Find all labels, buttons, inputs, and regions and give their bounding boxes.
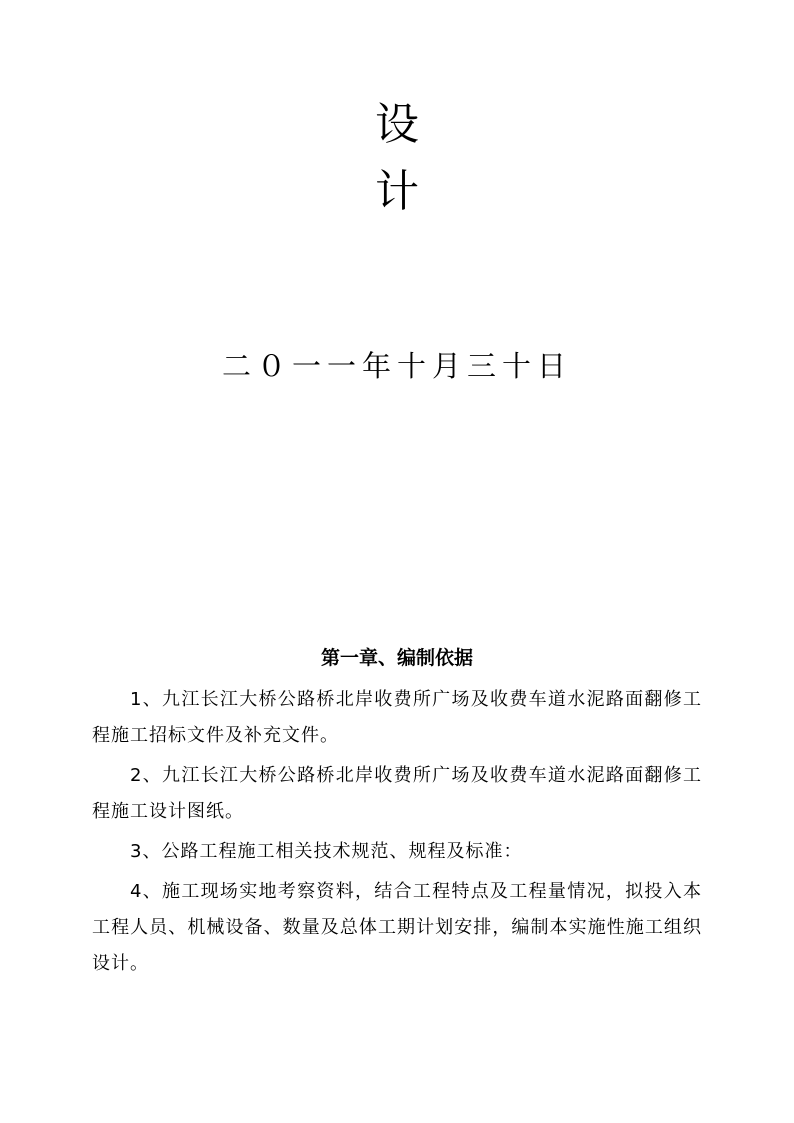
chapter-body [92,682,702,986]
paragraph-basis-4: 4、施工现场实地考察资料，结合工程特点及工程量情况，拟投入本工程人员、机械设备、数量及总体工期计划安排，编制本实施性施工组织设计。 [92,881,702,974]
paragraph-basis-2: 2、九江长江大桥公路桥北岸收费所广场及收费车道水泥路面翻修工程施工设计图纸。 [92,765,702,822]
cover-title-char-2: 计 [375,166,419,217]
cover-date: 二０一一年十月三十日 [221,349,572,383]
cover-title-char-1: 设 [375,99,419,150]
paragraph-basis-1: 1、九江长江大桥公路桥北岸收费所广场及收费车道水泥路面翻修工程施工招标文件及补充文件。 [92,689,702,746]
chapter-heading: 第一章、编制依据 [320,647,473,669]
paragraph-basis-3: 3、公路工程施工相关技术规范、规程及标准： [130,841,523,862]
